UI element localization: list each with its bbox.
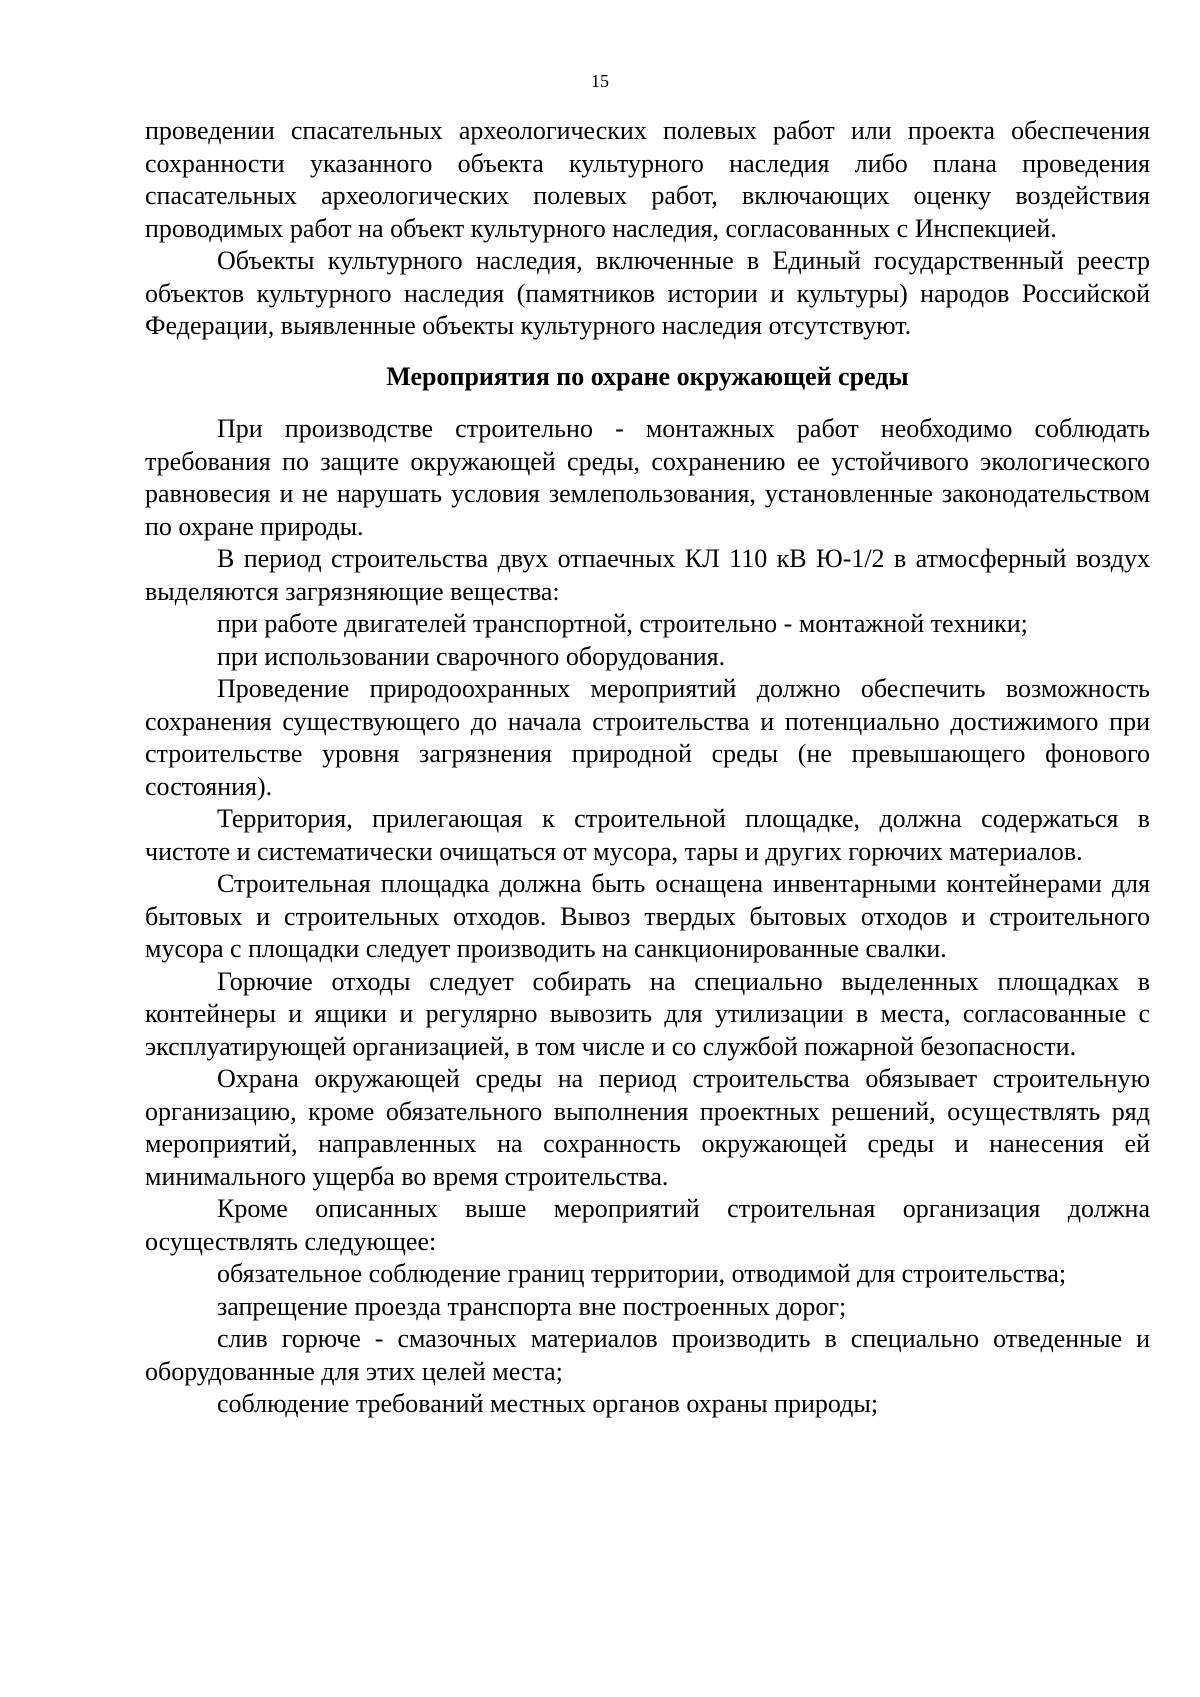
paragraph-measures: Проведение природоохранных мероприятий должно обеспечить возможность сохранения существующего до начала строительства и потенциально достижимого при строительстве уровня загрязнения природной среды (не превышающего фонового состояния). bbox=[145, 674, 1150, 801]
list-item-traffic: запрещение проезда транспорта вне построенных дорог; bbox=[217, 1291, 847, 1321]
list-item-local-requirements: соблюдение требований местных органов охраны природы; bbox=[217, 1389, 879, 1418]
paragraph-additional-measures: Кроме описанных выше мероприятий строительная организация должна осуществлять следующее: bbox=[145, 1194, 1150, 1256]
paragraph-protection: Охрана окружающей среды на период строительства обязывает строительную организацию, кроме обязательного выполнения проектных решений, осуществлять ряд мероприятий, направленных на сохранность окружающей среды и нанесения ей минимального ущерба во время строительства. bbox=[145, 1064, 1150, 1191]
list-item-welding: при использовании сварочного оборудования. bbox=[217, 641, 726, 671]
page-number: 15 bbox=[591, 71, 609, 91]
list-item-fuel-drain: слив горюче - смазочных материалов производить в специально отведенные и оборудованные для этих целей места; bbox=[145, 1324, 1150, 1386]
paragraph-combustible-waste: Горючие отходы следует собирать на специально выделенных площадках в контейнеры и ящики и регулярно вывозить для утилизации в места, согласованные с эксплуатирующей организацией, в том числе и со службой пожарной безопасности. bbox=[145, 966, 1150, 1061]
paragraph-heritage-objects: Объекты культурного наследия, включенные в Единый государственный реестр объектов культурного наследия (памятников истории и культуры) народов Российской Федерации, выявленные объекты культурного наследия отсутствуют. bbox=[145, 246, 1150, 340]
list-item-boundaries: обязательное соблюдение границ территории, отводимой для строительства; bbox=[217, 1259, 1067, 1288]
paragraph-territory: Территория, прилегающая к строительной площадке, должна содержаться в чистоте и систематически очищаться от мусора, тары и других горючих материалов. bbox=[145, 804, 1150, 866]
section-title: Мероприятия по охране окружающей среды bbox=[386, 361, 909, 391]
paragraph-containers: Строительная площадка должна быть оснащена инвентарными контейнерами для бытовых и строительных отходов. Вывоз твердых бытовых отходов и строительного мусора с площадки следует производить на санкционированные свалки. bbox=[145, 869, 1150, 963]
list-item-engines: при работе двигателей транспортной, строительно - монтажной техники; bbox=[217, 609, 1028, 638]
paragraph-emissions: В период строительства двух отпаечных КЛ 110 кВ Ю-1/2 в атмосферный воздух выделяются загрязняющие вещества: bbox=[145, 544, 1150, 606]
paragraph-continued: проведении спасательных археологических полевых работ или проекта обеспечения сохранности указанного объекта культурного наследия либо плана проведения спасательных археологических полевых работ, включающих оценку воздействия проводимых работ на объект культурного наследия, согласованных с Инспекцией. bbox=[145, 116, 1150, 243]
paragraph-requirements: При производстве строительно - монтажных работ необходимо соблюдать требования по защите окружающей среды, сохранению ее устойчивого экологического равновесия и не нарушать условия землепользования, установленные законодательством по охране природы. bbox=[145, 414, 1150, 541]
document-body bbox=[145, 115, 1150, 1421]
